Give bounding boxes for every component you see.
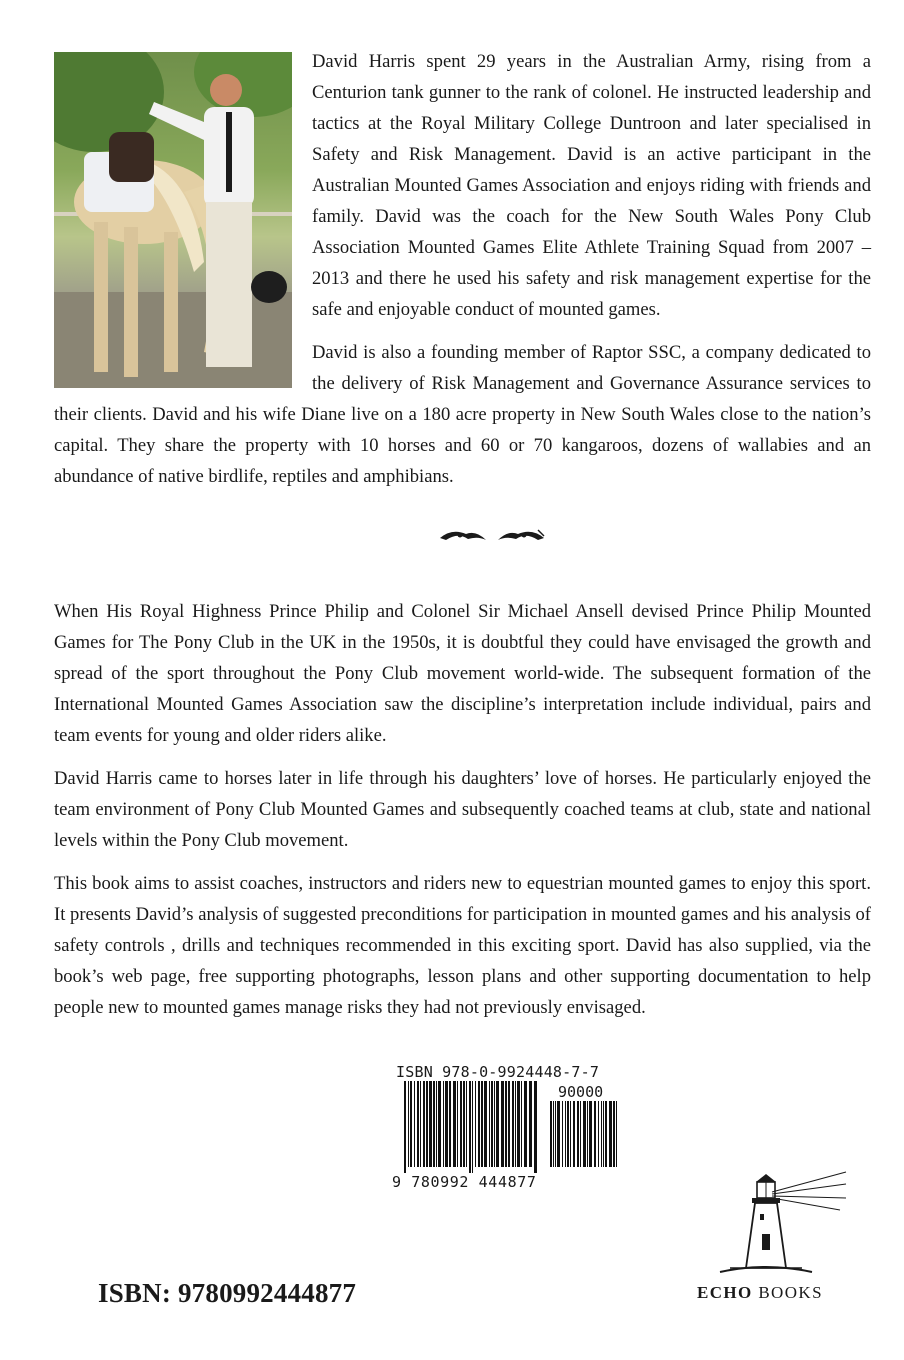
bio-paragraph-2: David is also a founding member of Raptor SSC, a company dedicated to the delivery of Risk Management and Governance Assurance services to their clients. David and his wife Diane live on a 180 acre property in New South Wales close to the nation’s capital. They share the property with 10 horses and 60 or 70 kangaroos, dozens of wallabies and an abundance of native birdlife, reptiles and amphibians. [54,342,871,487]
barcode [392,1063,624,1193]
isbn-footer: ISBN: 9780992444877 [98,1278,357,1308]
barcode-addon-code: 90000 [558,1083,604,1101]
book-blurb [54,596,871,1035]
lighthouse-icon [700,1168,848,1280]
publisher-name-rest: BOOKS [752,1283,823,1302]
barcode-bars [392,1081,624,1179]
publisher-name [697,1283,823,1303]
barcode-isbn-line: ISBN 978-0-9924448-7-7 [396,1063,600,1081]
blurb-paragraph-3: This book aims to assist coaches, instructors and riders new to equestrian mounted games to enjoy this sport. It presents David’s analysis of suggested preconditions for participation in mounted games and his analysis of safety controls , drills and techniques recommended in this exciting sport. David has also supplied, via the book’s web page, free supporting photographs, lesson plans and other supporting documentation to help people new to mounted games manage risks they had not previously envisaged. [54,873,871,1018]
author-bio [54,46,871,504]
fleuron-divider-icon [438,526,546,548]
publisher-name-bold: ECHO [697,1283,753,1302]
blurb-paragraph-1: When His Royal Highness Prince Philip and Colonel Sir Michael Ansell devised Prince Philip Mounted Games for The Pony Club in the UK in the 1950s, it is doubtful they could have envisaged the growth and spread of the sport throughout the Pony Club movement world-wide. The subsequent formation of the International Mounted Games Association saw the discipline’s interpretation include individual, pairs and team events for young and older riders alike. [54,601,871,746]
author-photo [54,52,292,388]
blurb-paragraph-2: David Harris came to horses later in life through his daughters’ love of horses. He particularly enjoyed the team environment of Pony Club Mounted Games and subsequently coached teams at club, state and national levels within the Pony Club movement. [54,768,871,851]
bio-paragraph-1: David Harris spent 29 years in the Australian Army, rising from a Centurion tank gunner to the rank of colonel. He instructed leadership and tactics at the Royal Military College Duntroon and later specialised in Safety and Risk Management. David is an active participant in the Australian Mounted Games Association and enjoys riding with friends and family. David was the coach for the New South Wales Pony Club Association Mounted Games Elite Athlete Training Squad from 2007 – 2013 and there he used his safety and risk management expertise for the safe and enjoyable conduct of mounted games. [312,51,871,320]
barcode-digits: 9 780992 444877 [392,1173,537,1191]
